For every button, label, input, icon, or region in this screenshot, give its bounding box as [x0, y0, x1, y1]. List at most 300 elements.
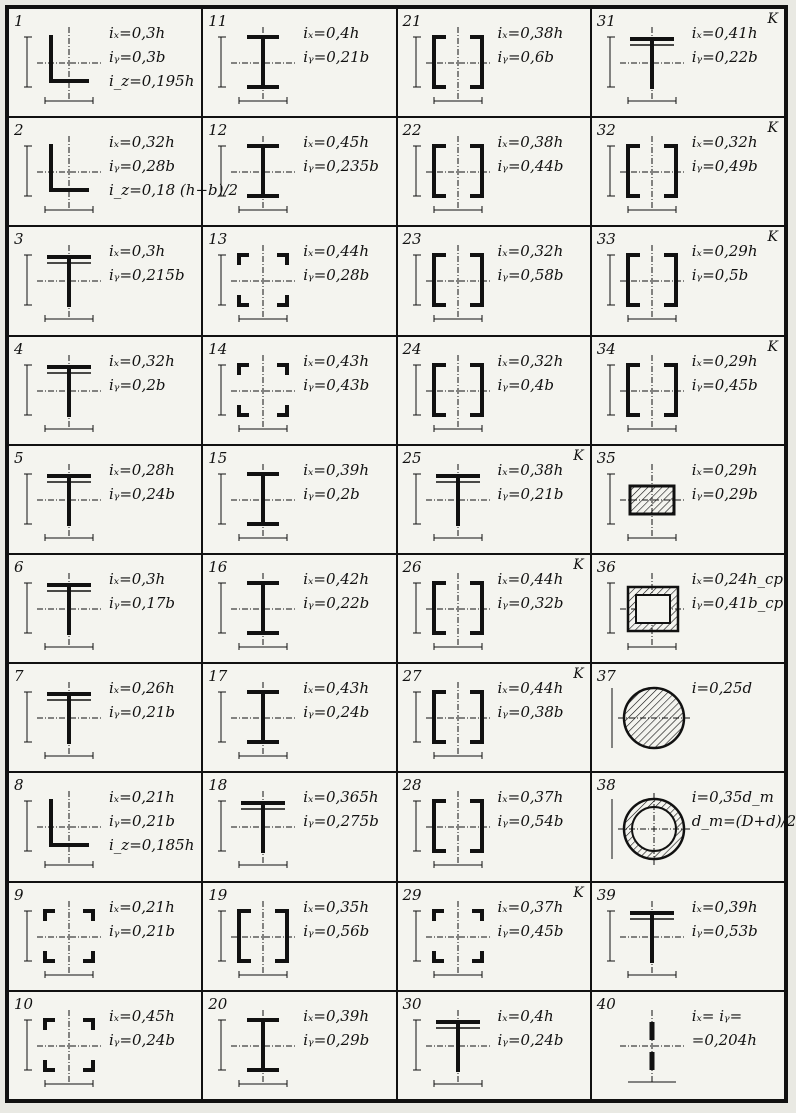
- section-figure: [412, 349, 496, 433]
- section-figure: [217, 239, 301, 323]
- table-cell: [397, 772, 591, 881]
- cell-number: 40: [596, 994, 616, 1013]
- sketch-line: [277, 255, 287, 265]
- formula-line: iₓ=0,29h: [691, 351, 758, 370]
- sketch-line: [45, 951, 55, 961]
- section-figure: [217, 458, 301, 542]
- formula-line: iₓ= iᵧ=: [691, 1006, 743, 1025]
- formula-line: iᵧ=0,54b: [497, 812, 564, 831]
- section-figure: [217, 1004, 301, 1088]
- formula-line: iᵧ=0,45b: [497, 921, 564, 940]
- cell-formulas: [109, 349, 175, 397]
- formula-line: iₓ=0,32h: [109, 351, 175, 370]
- formula-line: iₓ=0,44h: [303, 242, 369, 261]
- section-figure: [217, 1004, 301, 1088]
- formula-line: iᵧ=0,43b: [303, 375, 370, 394]
- section-figure: [412, 1004, 496, 1088]
- sheet: [5, 5, 796, 1103]
- formula-line: iᵧ=0,21b: [109, 703, 176, 722]
- cell-k-mark: K: [767, 229, 778, 246]
- cell-number: 8: [14, 776, 24, 795]
- table-cell: [591, 336, 785, 445]
- section-figure: [23, 239, 107, 323]
- formula-line: iₓ=0,37h: [497, 788, 564, 807]
- formula-line: iᵧ=0,5b: [691, 266, 749, 285]
- section-figure: [217, 567, 301, 651]
- sketch-line: [239, 405, 249, 415]
- section-figure: [23, 130, 107, 214]
- formula-line: iₓ=0,39h: [691, 897, 758, 916]
- formula-line: iₓ=0,32h: [497, 242, 564, 261]
- table-cell: [202, 882, 396, 991]
- section-figure: [23, 349, 107, 433]
- formula-line: iₓ=0,39h: [303, 1006, 369, 1025]
- section-figure: [23, 1004, 107, 1088]
- formula-line: iᵧ=0,22b: [303, 593, 370, 612]
- formula-line: iᵧ=0,6b: [497, 48, 554, 66]
- cell-number: 21: [402, 12, 422, 30]
- section-figure: [23, 676, 107, 760]
- cell-formulas: [303, 1004, 369, 1052]
- cell-k-mark: K: [767, 120, 778, 137]
- sketch-line: [664, 146, 676, 196]
- cell-k-mark: K: [767, 338, 778, 355]
- cell-formulas: [498, 785, 564, 833]
- formula-line: iₓ=0,37h: [497, 897, 564, 916]
- table-cell: [8, 554, 202, 663]
- formula-line: iₓ=0,29h: [691, 242, 758, 261]
- section-figure: [23, 21, 107, 105]
- formula-line: iₓ=0,3h: [109, 569, 166, 588]
- formula-line: iᵧ=0,44b: [497, 157, 564, 176]
- section-figure: [23, 130, 107, 214]
- table-cell: [397, 554, 591, 663]
- cell-formulas: [498, 21, 564, 69]
- table-cell: [202, 445, 396, 554]
- section-figure: [23, 785, 107, 869]
- sketch-line: [472, 911, 482, 921]
- cell-number: 9: [14, 885, 24, 904]
- formula-line: iₓ=0,38h: [497, 460, 564, 479]
- cell-number: 26: [402, 557, 422, 576]
- cell-number: 4: [14, 339, 24, 358]
- formula-line: i_z=0,185h: [109, 836, 195, 855]
- formula-line: iᵧ=0,275b: [303, 812, 379, 831]
- cell-formulas: [109, 458, 175, 506]
- cell-formulas: [498, 567, 564, 615]
- sketch-line: [470, 365, 482, 415]
- table-cell: [8, 772, 202, 881]
- section-figure: [606, 458, 690, 542]
- sketch-line: [45, 1020, 55, 1030]
- cell-formulas: [109, 239, 185, 287]
- cell-formulas: [303, 785, 379, 833]
- sketch-line: [434, 801, 446, 851]
- sketch-line: [628, 365, 640, 415]
- cell-formulas: [109, 21, 194, 93]
- section-figure: [412, 785, 496, 869]
- section-figure: [412, 21, 496, 105]
- formula-line: iₓ=0,45h: [303, 133, 369, 152]
- sketch-line: [470, 583, 482, 633]
- cell-formulas: [498, 895, 564, 943]
- cell-k-mark: K: [767, 11, 778, 27]
- cell-number: 11: [208, 12, 228, 30]
- sketch-line: [434, 37, 446, 87]
- cell-formulas: [498, 1004, 564, 1052]
- cell-formulas: [303, 21, 369, 69]
- section-figure: [606, 21, 690, 105]
- section-figure: [217, 130, 301, 214]
- cell-k-mark: K: [573, 666, 584, 683]
- sketch-line: [239, 365, 249, 375]
- formula-line: iₓ=0,38h: [497, 24, 564, 42]
- cell-number: 12: [208, 121, 228, 140]
- section-figure: [606, 1004, 690, 1088]
- cell-number: 13: [208, 230, 228, 249]
- radius-of-gyration-table: [5, 5, 796, 1103]
- section-figure: [412, 458, 496, 542]
- cell-formulas: [109, 567, 175, 615]
- cell-formulas: [692, 785, 796, 833]
- table-cell: [397, 336, 591, 445]
- cell-number: 32: [596, 121, 616, 140]
- formula-line: iᵧ=0,17b: [109, 593, 176, 612]
- cell-number: 2: [14, 121, 24, 140]
- section-figure: [23, 458, 107, 542]
- formula-line: iᵧ=0,28b: [109, 157, 176, 176]
- section-figure: [606, 785, 690, 869]
- table-cell: [8, 991, 202, 1100]
- formula-line: iₓ=0,43h: [303, 679, 369, 698]
- section-figure: [412, 567, 496, 651]
- sketch-line: [628, 255, 640, 305]
- formula-line: iₓ=0,32h: [691, 133, 758, 152]
- sketch-line: [277, 405, 287, 415]
- cell-formulas: [109, 785, 194, 857]
- formula-line: iₓ=0,35h: [303, 897, 369, 916]
- section-figure: [23, 567, 107, 651]
- formula-line: iₓ=0,42h: [303, 569, 369, 588]
- formula-line: iᵧ=0,38b: [497, 703, 564, 722]
- formula-line: iₓ=0,365h: [303, 788, 379, 807]
- table-cell: [397, 663, 591, 772]
- table-cell: [591, 772, 796, 881]
- formula-line: iₓ=0,29h: [691, 460, 758, 479]
- section-figure: [412, 676, 496, 760]
- formula-line: iₓ=0,3h: [109, 24, 166, 42]
- formula-line: =0,204h: [691, 1030, 757, 1049]
- formula-line: iᵧ=0,24b: [109, 484, 176, 503]
- sketch-line: [83, 911, 93, 921]
- table-cell: [591, 226, 785, 335]
- table-cell: [591, 117, 785, 226]
- sketch-line: [51, 35, 89, 81]
- section-figure: [217, 676, 301, 760]
- cell-formulas: [692, 21, 758, 69]
- cell-number: 18: [208, 776, 228, 795]
- table-cell: [397, 8, 591, 117]
- section-figure: [217, 895, 301, 979]
- sketch-line: [45, 1060, 55, 1070]
- formula-line: iᵧ=0,21b: [109, 921, 176, 940]
- sketch-line: [277, 295, 287, 305]
- section-figure: [606, 130, 690, 214]
- section-figure: [412, 130, 496, 214]
- sketch-line: [434, 146, 446, 196]
- section-figure: [412, 785, 496, 869]
- cell-formulas: [109, 895, 175, 943]
- section-figure: [412, 130, 496, 214]
- section-figure: [217, 21, 301, 105]
- cell-number: 28: [402, 776, 422, 795]
- formula-line: iᵧ=0,4b: [497, 375, 554, 394]
- cell-number: 19: [208, 885, 228, 904]
- section-figure: [412, 349, 496, 433]
- cell-formulas: [303, 567, 369, 615]
- section-figure: [217, 785, 301, 869]
- table-cell: [202, 336, 396, 445]
- formula-line: iₓ=0,24h_cp: [691, 569, 784, 588]
- section-figure: [606, 567, 690, 651]
- formula-line: iₓ=0,43h: [303, 351, 369, 370]
- section-figure: [606, 785, 690, 869]
- cell-number: 16: [208, 557, 228, 576]
- formula-line: iᵧ=0,53b: [691, 921, 758, 940]
- formula-line: iₓ=0,21h: [109, 897, 175, 916]
- table-cell: [8, 445, 202, 554]
- cell-formulas: [498, 676, 564, 724]
- formula-line: iᵧ=0,2b: [303, 484, 360, 503]
- section-figure: [23, 895, 107, 979]
- section-figure: [217, 567, 301, 651]
- formula-line: i_z=0,195h: [109, 72, 195, 90]
- formula-line: iᵧ=0,45b: [691, 375, 758, 394]
- section-figure: [23, 785, 107, 869]
- cell-formulas: [498, 239, 564, 287]
- table-cell: [591, 882, 785, 991]
- cell-formulas: [692, 458, 758, 506]
- section-figure: [412, 239, 496, 323]
- formula-line: iᵧ=0,24b: [497, 1030, 564, 1049]
- section-figure: [606, 21, 690, 105]
- formula-line: i=0,35d_m: [691, 788, 774, 807]
- formula-line: iᵧ=0,24b: [109, 1030, 176, 1049]
- cell-formulas: [692, 239, 758, 287]
- cell-number: 37: [596, 667, 616, 686]
- section-figure: [23, 349, 107, 433]
- cell-formulas: [692, 895, 758, 943]
- sketch-line: [470, 146, 482, 196]
- table-cell: [591, 663, 785, 772]
- section-figure: [412, 1004, 496, 1088]
- section-figure: [606, 349, 690, 433]
- table-cell: [202, 663, 396, 772]
- sketch-line: [434, 951, 444, 961]
- table-cell: [8, 663, 202, 772]
- cell-number: 22: [402, 121, 422, 140]
- table-cell: [397, 991, 591, 1100]
- formula-line: iₓ=0,21h: [109, 788, 175, 807]
- section-figure: [606, 349, 690, 433]
- sketch-line: [83, 951, 93, 961]
- section-figure: [606, 676, 690, 760]
- section-figure: [23, 567, 107, 651]
- cell-number: 30: [402, 994, 422, 1013]
- sketch-line: [470, 37, 482, 87]
- section-figure: [606, 895, 690, 979]
- section-figure: [217, 130, 301, 214]
- cell-formulas: [109, 676, 175, 724]
- table-cell: [202, 8, 396, 117]
- section-figure: [23, 895, 107, 979]
- formula-line: iᵧ=0,24b: [303, 703, 370, 722]
- section-figure: [217, 785, 301, 869]
- formula-line: iₓ=0,4h: [303, 24, 360, 42]
- section-figure: [606, 239, 690, 323]
- formula-line: iᵧ=0,2b: [109, 375, 166, 394]
- section-figure: [217, 458, 301, 542]
- section-figure: [412, 21, 496, 105]
- formula-line: i_z=0,18 (h+b)/2: [109, 181, 239, 200]
- sketch-line: [434, 583, 446, 633]
- section-figure: [412, 567, 496, 651]
- table-cell: [202, 226, 396, 335]
- formula-line: iᵧ=0,22b: [691, 48, 758, 66]
- sketch-line: [628, 146, 640, 196]
- sketch-line: [434, 365, 446, 415]
- formula-line: iᵧ=0,58b: [497, 266, 564, 285]
- section-figure: [606, 458, 690, 542]
- cell-k-mark: K: [573, 884, 584, 901]
- cell-number: 27: [402, 667, 422, 686]
- cell-number: 7: [14, 667, 24, 686]
- cell-number: 35: [596, 448, 616, 467]
- cell-number: 36: [596, 557, 616, 576]
- cell-number: 38: [596, 776, 616, 795]
- table-cell: [8, 336, 202, 445]
- cell-formulas: [692, 130, 758, 178]
- cell-number: 20: [208, 994, 228, 1013]
- formula-line: iᵧ=0,41b_cp: [691, 593, 784, 612]
- cell-formulas: [498, 458, 564, 506]
- sketch-line: [636, 595, 670, 623]
- cell-number: 24: [402, 339, 422, 358]
- table-cell: [591, 445, 785, 554]
- section-figure: [412, 239, 496, 323]
- formula-line: iₓ=0,38h: [497, 133, 564, 152]
- table-cell: [202, 772, 396, 881]
- cell-formulas: [692, 1004, 757, 1052]
- section-figure: [23, 21, 107, 105]
- formula-line: iᵧ=0,56b: [303, 921, 370, 940]
- section-figure: [217, 349, 301, 433]
- cell-number: 33: [596, 230, 616, 249]
- formula-line: iᵧ=0,29b: [303, 1030, 370, 1049]
- table-cell: [397, 882, 591, 991]
- cell-formulas: [303, 239, 369, 287]
- sketch-line: [472, 951, 482, 961]
- cell-k-mark: K: [573, 556, 584, 573]
- section-figure: [23, 239, 107, 323]
- sketch-line: [434, 911, 444, 921]
- table-cell: [202, 117, 396, 226]
- cell-formulas: [303, 130, 379, 178]
- formula-line: iᵧ=0,21b: [497, 484, 564, 503]
- formula-line: iₓ=0,3h: [109, 242, 166, 261]
- cell-formulas: [303, 895, 369, 943]
- section-figure: [606, 676, 690, 760]
- sketch-line: [239, 911, 251, 961]
- cell-number: 39: [596, 885, 616, 904]
- formula-line: iₓ=0,32h: [497, 351, 564, 370]
- table-cell: [202, 991, 396, 1100]
- section-figure: [23, 1004, 107, 1088]
- sketch-line: [434, 692, 446, 742]
- cell-number: 6: [14, 557, 24, 576]
- sketch-line: [83, 1020, 93, 1030]
- section-figure: [606, 239, 690, 323]
- section-figure: [23, 458, 107, 542]
- cell-number: 25: [402, 448, 422, 467]
- table-cell: [591, 991, 785, 1100]
- cell-number: 10: [14, 994, 34, 1013]
- formula-line: iₓ=0,28h: [109, 460, 175, 479]
- cell-formulas: [498, 349, 564, 397]
- formula-line: iᵧ=0,3b: [109, 48, 166, 66]
- cell-number: 5: [14, 448, 24, 467]
- formula-line: iₓ=0,26h: [109, 679, 175, 698]
- formula-line: iᵧ=0,21b: [109, 812, 176, 831]
- section-figure: [217, 239, 301, 323]
- formula-line: iᵧ=0,29b: [691, 484, 758, 503]
- sketch-line: [630, 486, 674, 514]
- section-figure: [606, 895, 690, 979]
- formula-line: i=0,25d: [691, 679, 753, 698]
- cell-number: 14: [208, 339, 228, 358]
- sketch-line: [664, 365, 676, 415]
- section-figure: [217, 895, 301, 979]
- cell-number: 23: [402, 230, 422, 249]
- table-cell: [397, 445, 591, 554]
- formula-line: iₓ=0,41h: [691, 24, 758, 42]
- formula-line: iₓ=0,45h: [109, 1006, 175, 1025]
- sketch-line: [470, 692, 482, 742]
- section-figure: [217, 349, 301, 433]
- table-cell: [8, 8, 202, 117]
- sketch-line: [470, 801, 482, 851]
- section-figure: [606, 567, 690, 651]
- sketch-line: [51, 144, 89, 190]
- cell-formulas: [692, 349, 758, 397]
- table-cell: [591, 554, 785, 663]
- formula-line: iₓ=0,32h: [109, 133, 175, 152]
- formula-line: iᵧ=0,235b: [303, 157, 379, 176]
- sketch-line: [275, 911, 287, 961]
- formula-line: iₓ=0,44h: [497, 679, 564, 698]
- table-cell: [8, 226, 202, 335]
- formula-line: iᵧ=0,21b: [303, 48, 370, 66]
- cell-formulas: [692, 567, 784, 615]
- cell-formulas: [692, 676, 752, 700]
- formula-line: iᵧ=0,49b: [691, 157, 758, 176]
- formula-line: iₓ=0,44h: [497, 569, 564, 588]
- cell-number: 29: [402, 885, 422, 904]
- formula-line: iᵧ=0,32b: [497, 593, 564, 612]
- table-cell: [202, 554, 396, 663]
- table-cell: [397, 226, 591, 335]
- section-figure: [23, 676, 107, 760]
